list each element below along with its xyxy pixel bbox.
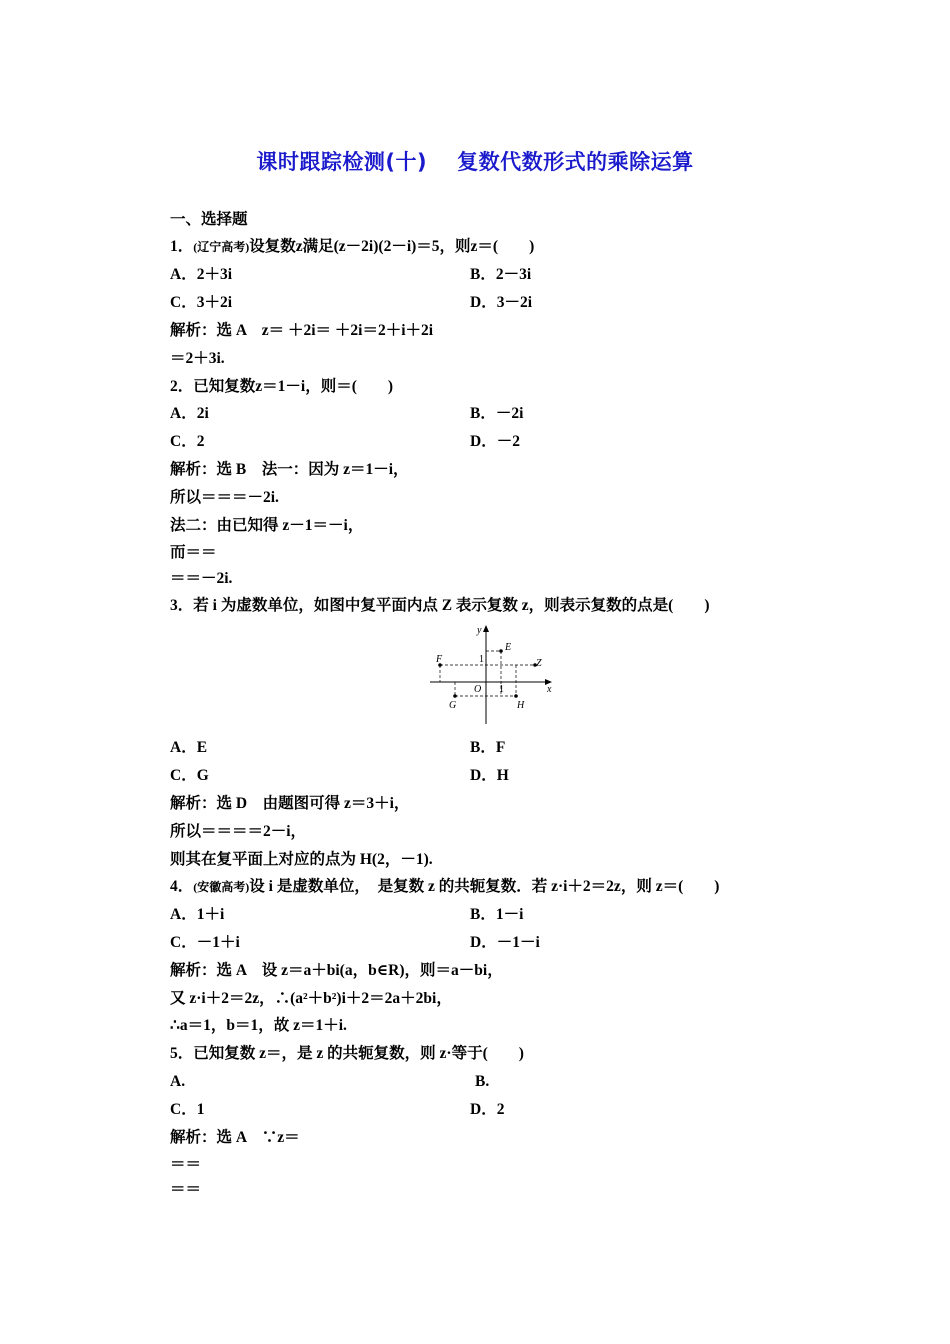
q1-solution-text: 选 A z＝ ＋2i＝ ＋2i＝2＋i＋2i [216,322,434,339]
q2-method-2-label: 法二： [170,517,217,534]
question-5 [170,1044,524,1064]
q2-solution-line-3 [170,516,363,536]
question-2 [170,377,393,397]
q5-option-a: A. [170,1073,186,1090]
q2-method-1-label: 法一： [261,461,309,478]
q5-number: 5． [170,1045,194,1062]
q3-number: 3． [170,597,194,614]
question-1 [170,237,534,257]
q2-solution-line-2: 所以＝＝＝－2i. [170,489,279,506]
q2-solution-line-1 [170,460,409,480]
q4-solution-line-1 [170,961,503,981]
q2-method-2-text: 由已知得 z－1＝－i， [216,517,364,534]
q5-solution-label: 解析： [170,1129,217,1146]
q5-option-c: C．1 [170,1101,205,1118]
point-h [514,694,518,698]
q4-number: 4． [170,878,194,895]
page-title [0,146,950,176]
q2-solution-line-4: 而＝＝ [170,544,217,561]
q2-solution-choice: 选 B [216,461,262,478]
q4-solution-label: 解析： [170,962,217,979]
section-heading: 一、选择题 [170,211,248,228]
q5-option-b: B. [475,1073,490,1090]
q4-option-a: A．1＋i [170,906,225,923]
q2-solution-line-5: ＝＝－2i. [170,570,233,587]
y-axis-arrow [483,625,489,632]
point-g-label: G [449,700,457,711]
q3-solution-line-1 [170,794,409,814]
guide-lines [440,651,535,696]
q4-solution-line-2: 又 z·i＋2＝2z，∴(a²＋b²)i＋2＝2a＋2bi， [170,990,452,1007]
q5-solution-line-1 [170,1128,300,1148]
x-axis-label: x [547,684,552,695]
q4-solution-text: 选 A 设 z＝a＋bi(a，b∈R)，则＝a－bi， [216,962,503,979]
question-3 [170,596,710,616]
y-tick-label: 1 [479,654,484,665]
q1-stem: 设复数z满足(z－2i)(2－i)＝5，则z＝( ) [249,238,535,255]
q3-solution-text: 选 D 由题图可得 z＝3＋i， [216,795,410,812]
q3-option-d: D．H [470,767,509,784]
x-tick-label: 1 [499,684,504,695]
q2-option-d: D．－2 [470,433,520,450]
q1-solution-line-2: ＝2＋3i. [170,350,225,367]
point-h-label: H [517,700,525,711]
origin-label: O [474,684,482,695]
q1-source: (辽宁高考) [193,240,250,254]
q3-option-a: A．E [170,739,208,756]
q1-option-a: A．2＋3i [170,266,233,283]
complex-plane-figure [428,622,558,728]
q2-option-c: C．2 [170,433,205,450]
q5-option-d: D．2 [470,1101,505,1118]
q3-solution-label: 解析： [170,795,217,812]
q5-solution-text: 选 A ∵z＝ [216,1129,300,1146]
q1-solution-line-1 [170,321,433,341]
q2-number: 2． [170,378,194,395]
q3-stem: 若 i 为虚数单位，如图中复平面内点 Z 表示复数 z，则表示复数的点是( ) [193,597,710,614]
q4-option-c: C．－1＋i [170,934,240,951]
complex-plane-svg [428,622,558,728]
q3-option-c: C．G [170,767,209,784]
q2-solution-label: 解析： [170,461,217,478]
q5-stem: 已知复数 z＝，是 z 的共轭复数，则 z·等于( ) [193,1045,524,1062]
q1-solution-label: 解析： [170,322,217,339]
title-main: 课时跟踪检测(十) [256,150,428,174]
q3-solution-line-2: 所以＝＝＝＝2－i， [170,823,307,840]
q4-option-d: D．－1－i [470,934,540,951]
point-f-label: F [436,654,443,665]
q2-option-a: A．2i [170,405,209,422]
y-axis-label: y [477,625,482,636]
q2-stem: 已知复数z＝1－i，则＝( ) [193,378,394,395]
q2-solution-text: 因为 z＝1－i， [308,461,409,478]
q4-source: (安徽高考) [193,880,250,894]
q3-solution-line-3: 则其在复平面上对应的点为 H(2，－1). [170,851,433,868]
point-z-label: Z [536,658,542,669]
point-e-label: E [505,642,512,653]
q1-number: 1． [170,238,194,255]
point-g [453,694,457,698]
q1-option-d: D．3－2i [470,294,533,311]
q4-stem: 设 i 是虚数单位， 是复数 z 的共轭复数．若 z·i＋2＝2z，则 z＝( ) [249,878,720,895]
point-e [499,649,503,653]
q3-option-b: B．F [470,739,506,756]
q5-solution-line-3: ＝＝ [170,1181,202,1198]
q1-option-b: B．2－3i [470,266,532,283]
question-4 [170,877,719,897]
q4-option-b: B．1－i [470,906,524,923]
q2-option-b: B．－2i [470,405,524,422]
title-sub: 复数代数形式的乘除运算 [457,150,694,174]
q1-option-c: C．3＋2i [170,294,233,311]
q4-solution-line-3: ∴a＝1，b＝1，故 z＝1＋i. [170,1017,347,1034]
q5-solution-line-2: ＝＝ [170,1156,202,1173]
